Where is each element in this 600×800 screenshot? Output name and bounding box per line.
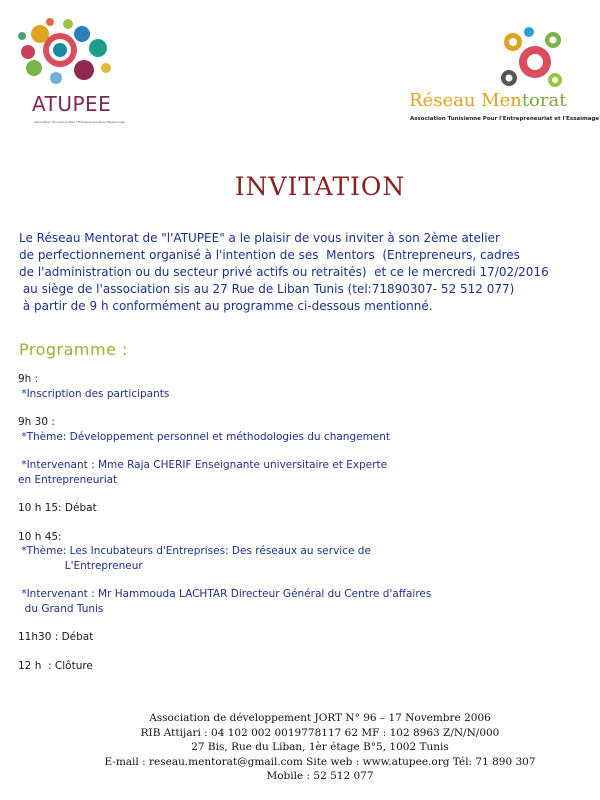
programme-speaker: *Intervenant : Mme Raja CHERIF Enseignante universitaire et Experte bbox=[18, 459, 388, 471]
intro-line: de perfectionnement organisé à l'intention de ses Mentors (Entrepreneurs, cadres bbox=[19, 248, 520, 262]
programme-heading: Programme : bbox=[19, 340, 128, 359]
footer-line: RIB Attijari : 04 102 002 0019778117 62 MF : 102 8963 Z/N/N/000 bbox=[140, 726, 500, 739]
atupee-logo-subtitle: Association Tunisienne Pour l'Entrepreneuriat et l'Essaimage bbox=[34, 120, 125, 124]
footer-line: E-mail : reseau.mentorat@gmail.com Site web : www.atupee.org Tél: 71 890 307 bbox=[104, 755, 536, 768]
time-slot: 10 h 15: Débat bbox=[18, 502, 97, 514]
page-title: INVITATION bbox=[234, 172, 406, 201]
time-slot: 9h : bbox=[18, 373, 39, 385]
reseau-name-part-b: torat bbox=[521, 90, 567, 111]
time-slot: 10 h 45: bbox=[18, 530, 62, 543]
time-slot: 11h30 : Débat bbox=[18, 631, 94, 643]
programme-theme: *Thème: Les Incubateurs d'Entreprises: Des réseaux au service de bbox=[18, 545, 371, 557]
footer-line: 27 Bis, Rue du Liban, 1èr étage B°5, 1002 Tunis bbox=[191, 741, 449, 753]
intro-paragraph bbox=[19, 230, 599, 315]
footer-line: Mobile : 52 512 077 bbox=[266, 770, 374, 782]
programme-speaker: en Entrepreneuriat bbox=[18, 473, 118, 486]
time-slot: 9h 30 : bbox=[18, 416, 55, 428]
reseau-mentorat-logo-name bbox=[409, 90, 566, 111]
programme-list bbox=[18, 372, 588, 673]
programme-speaker: du Grand Tunis bbox=[18, 602, 104, 615]
programme-theme: *Thème: Développement personnel et méthodologies du changement bbox=[18, 430, 391, 443]
intro-line: de l'administration ou du secteur privé actifs ou retraités) et ce le mercredi 17/02/2016 bbox=[19, 265, 549, 279]
programme-item: *Inscription des participants bbox=[18, 387, 170, 400]
intro-line: à partir de 9 h conformément au programme ci-dessous mentionné. bbox=[19, 299, 433, 313]
atupee-logo-name: ATUPEE bbox=[32, 92, 112, 116]
programme-theme: L'Entrepreneur bbox=[18, 559, 143, 572]
footer-line: Association de développement JORT N° 96 – 17 Novembre 2006 bbox=[149, 712, 491, 724]
footer-contact bbox=[0, 711, 600, 784]
reseau-mentorat-logo-subtitle: Association Tunisienne Pour l'Entrepreneuriat et l'Essaimage bbox=[410, 116, 600, 122]
reseau-mentorat-logo bbox=[405, 20, 590, 130]
time-slot: 12 h : Clôture bbox=[18, 659, 93, 672]
intro-line: Le Réseau Mentorat de "l'ATUPEE" a le plaisir de vous inviter à son 2ème atelier bbox=[19, 231, 500, 245]
intro-line: au siège de l'association sis au 27 Rue de Liban Tunis (tel:71890307- 52 512 077) bbox=[19, 282, 515, 296]
reseau-name-part-a: Réseau Men bbox=[409, 90, 522, 111]
programme-speaker: *Intervenant : Mr Hammouda LACHTAR Directeur Général du Centre d'affaires bbox=[18, 588, 432, 600]
